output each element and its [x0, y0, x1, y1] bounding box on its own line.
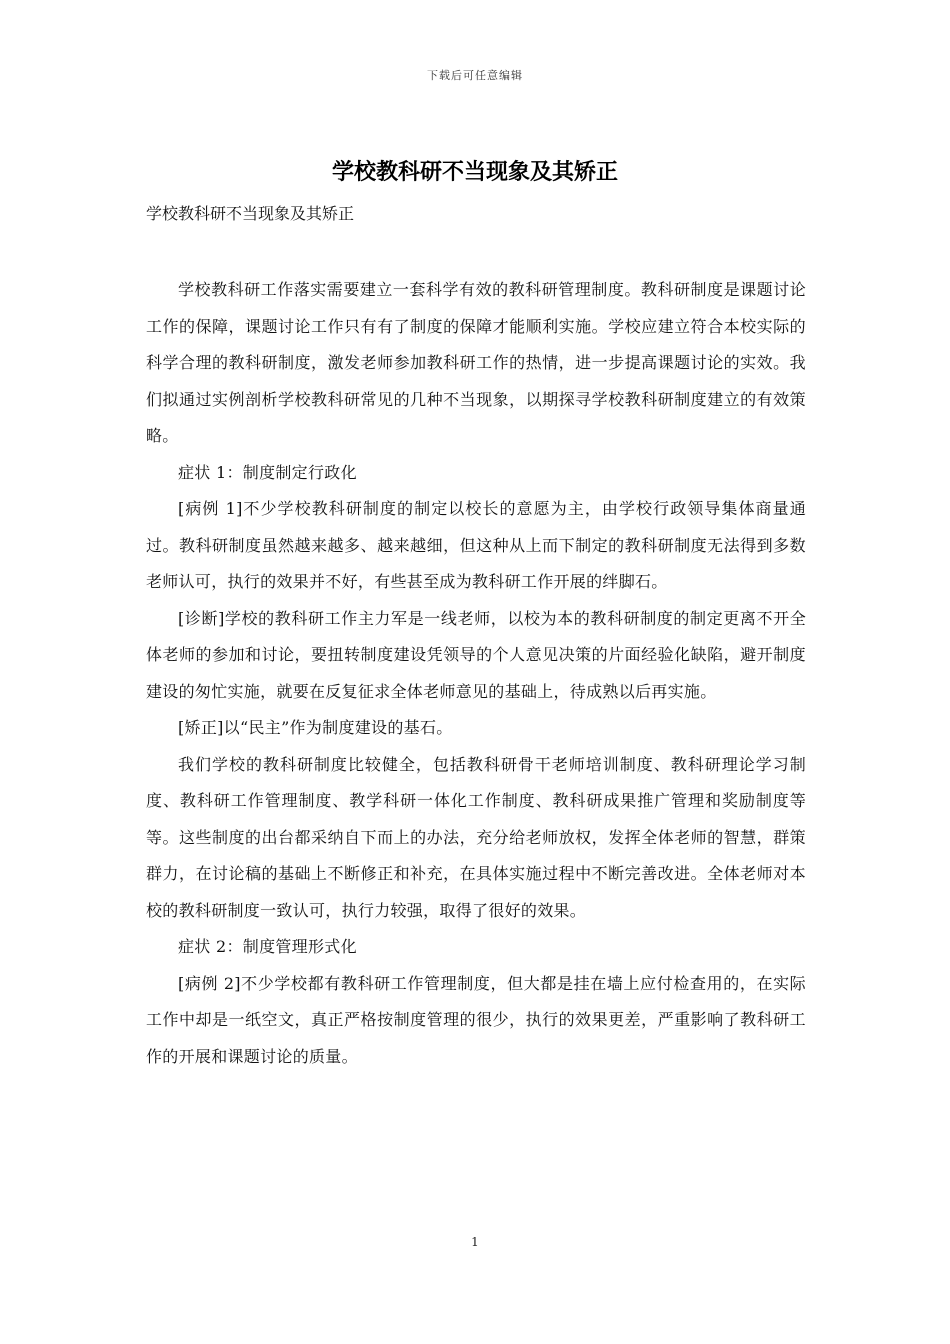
paragraph-our-school: 我们学校的教科研制度比较健全，包括教科研骨干老师培训制度、教科研理论学习制度、教科研工作管理制度、教学科研一体化工作制度、教科研成果推广管理和奖励制度等等。这些制度的出台都采纳自下而上的办法，充分给老师放权，发挥全体老师的智慧，群策群力，在讨论稿的基础上不断修正和补充，在具体实施过程中不断完善改进。全体老师对本校的教科研制度一致认可，执行力较强，取得了很好的效果。 [146, 754, 806, 920]
paragraph-case-2: [病例 2]不少学校都有教科研工作管理制度，但大都是挂在墙上应付检查用的，在实际工作中却是一纸空文，真正严格按制度管理的很少，执行的效果更差，严重影响了教科研工作的开展和课题讨论的质量。 [146, 973, 806, 1066]
paragraph-symptom-1: 症状 1：制度制定行政化 [178, 462, 357, 482]
paragraph-diagnosis: [诊断]学校的教科研工作主力军是一线老师，以校为本的教科研制度的制定更离不开全体老师的参加和讨论，要扭转制度建设凭领导的个人意见决策的片面经验化缺陷，避开制度建设的匆忙实施，就要在反复征求全体老师意见的基础上，待成熟以后再实施。 [146, 608, 806, 701]
page-header-note: 下载后可任意编辑 [427, 69, 523, 82]
paragraph-case-1: [病例 1]不少学校教科研制度的制定以校长的意愿为主，由学校行政领导集体商量通过。教科研制度虽然越来越多、越来越细，但这种从上而下制定的教科研制度无法得到多数老师认可，执行的效果并不好，有些甚至成为教科研工作开展的绊脚石。 [146, 499, 806, 591]
paragraph-symptom-2: 症状 2：制度管理形式化 [178, 937, 357, 956]
document-body [146, 272, 806, 1075]
page-number: 1 [471, 1235, 479, 1249]
document-subtitle: 学校教科研不当现象及其矫正 [146, 204, 355, 223]
document-title: 学校教科研不当现象及其矫正 [331, 159, 618, 185]
paragraph-intro: 学校教科研工作落实需要建立一套科学有效的教科研管理制度。教科研制度是课题讨论工作的保障，课题讨论工作只有有了制度的保障才能顺利实施。学校应建立符合本校实际的科学合理的教科研制度，激发老师参加教科研工作的热情，进一步提高课题讨论的实效。我们拟通过实例剖析学校教科研常见的几种不当现象，以期探寻学校教科研制度建立的有效策略。 [146, 280, 806, 445]
paragraph-correction: [矫正]以“民主”作为制度建设的基石。 [178, 718, 453, 737]
